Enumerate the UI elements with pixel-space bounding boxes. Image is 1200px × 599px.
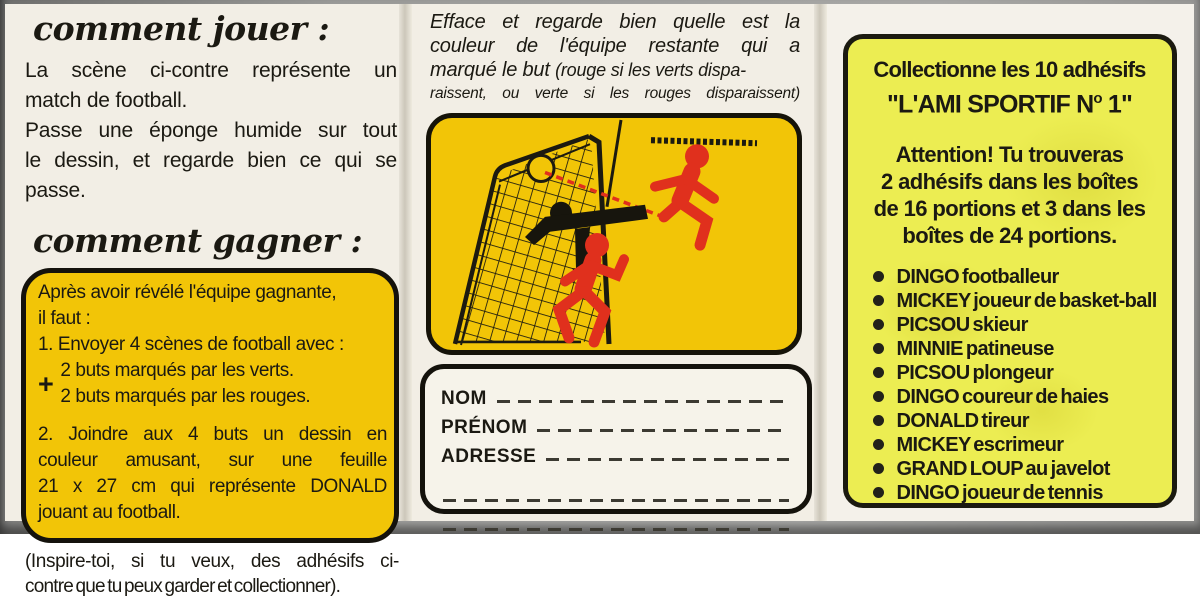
text-line: 2 buts marqués par les verts. [60, 360, 294, 381]
paper-background [5, 4, 1194, 597]
sticker-list-item: DINGO joueur de tennis [897, 481, 1167, 505]
address-input-line[interactable] [546, 458, 789, 461]
text-line: 1. Envoyer 4 scènes de football avec : [38, 334, 344, 355]
sticker-list-item: MINNIE patineuse [897, 337, 1167, 361]
text-line: Attention! Tu trouveras [895, 142, 1124, 168]
text-line: passe. [25, 179, 86, 202]
sticker-list-item: PICSOU skieur [897, 313, 1167, 337]
panel-sticker-collection [827, 4, 1194, 521]
sticker-list-item: DINGO footballeur [897, 265, 1167, 289]
football-scene-illustration [426, 113, 802, 355]
sticker-collection-card [843, 34, 1177, 508]
name-input-line[interactable] [497, 400, 789, 403]
text-line: il faut : [38, 308, 91, 329]
first-name-input-line[interactable] [537, 429, 789, 432]
name-label: NOM [441, 388, 487, 409]
collection-title [853, 55, 1167, 119]
sticker-list-item: DONALD tireur [897, 409, 1167, 433]
text-line: Efface et regarde bien quelle est la [430, 11, 800, 33]
text-line: Passe une éponge humide sur tout [25, 119, 397, 142]
text-line: 2. Joindre aux 4 buts un dessin en [38, 424, 387, 445]
text-line: 2 buts marqués par les rouges. [60, 386, 311, 407]
plus-sign: + [38, 369, 54, 399]
address-input-line-3[interactable] [443, 528, 789, 531]
text-line: couleur amusant, sur une feuille [38, 450, 387, 471]
goal-requirements [38, 358, 388, 410]
sticker-footnote [25, 549, 399, 599]
entry-form [420, 364, 812, 514]
panel-divider [399, 4, 412, 521]
text-line: Après avoir révélé l'équipe gagnante, [38, 282, 337, 303]
red-player-kicking-icon [655, 144, 714, 245]
address-input-line-2[interactable] [443, 499, 789, 502]
rule-step-2 [38, 422, 387, 526]
text-line: 21 x 27 cm qui représente DONALD [38, 476, 387, 497]
football-scene-drawing [431, 118, 797, 350]
sticker-list-item: DINGO coureur de haies [897, 385, 1167, 409]
text-line: match de football. [25, 89, 188, 112]
form-row-name [441, 381, 791, 410]
text-line: de 16 portions et 3 dans les [873, 196, 1146, 222]
sticker-list-item: MICKEY escrimeur [897, 433, 1167, 457]
text-line: 2 adhésifs dans les boîtes [880, 169, 1139, 195]
heading-how-to-play: comment jouer : [33, 9, 330, 48]
ball-icon [528, 155, 554, 181]
text-line: marqué le but (rouge si les verts dispa- [430, 59, 746, 81]
first-name-label: PRÉNOM [441, 417, 528, 438]
panel-reveal-instructions [412, 4, 814, 521]
heading-how-to-win: comment gagner : [33, 221, 363, 260]
form-row-address [441, 439, 791, 468]
sticker-list-item: GRAND LOUP au javelot [897, 457, 1167, 481]
sticker-list-item: PICSOU plongeur [897, 361, 1167, 385]
how-to-play-text [25, 56, 397, 206]
sticker-list [853, 265, 1167, 505]
form-row-first-name [441, 410, 791, 439]
text-line: La scène ci-contre représente un [25, 59, 397, 82]
address-label: ADRESSE [441, 446, 537, 467]
attention-notice [853, 141, 1167, 249]
text-line: Collectionne les 10 adhésifs [873, 57, 1146, 82]
panel-how-to-play [5, 4, 399, 597]
text-line: boîtes de 24 portions. [902, 223, 1117, 249]
sticker-list-item: MICKEY joueur de basket-ball [897, 289, 1167, 313]
text-line: raissent, ou verte si les rouges disparaissent) [430, 85, 800, 102]
series-name: "L'AMI SPORTIF $N^o$ 1" [886, 90, 1133, 119]
text-line: jouant au football. [38, 502, 181, 523]
text-line: couleur de l'équipe restante qui a [430, 35, 800, 57]
text-line: contre que tu peux garder et collectionner). [25, 576, 341, 597]
text-line: (Inspire-toi, si tu veux, des adhésifs ci- [25, 551, 399, 572]
form-row-address-extra [441, 480, 791, 509]
text-line: le dessin, et regarde bien ce qui se [25, 149, 397, 172]
winning-rules-box [21, 268, 399, 543]
reveal-instruction-text [424, 10, 804, 106]
panel-divider [814, 4, 827, 521]
